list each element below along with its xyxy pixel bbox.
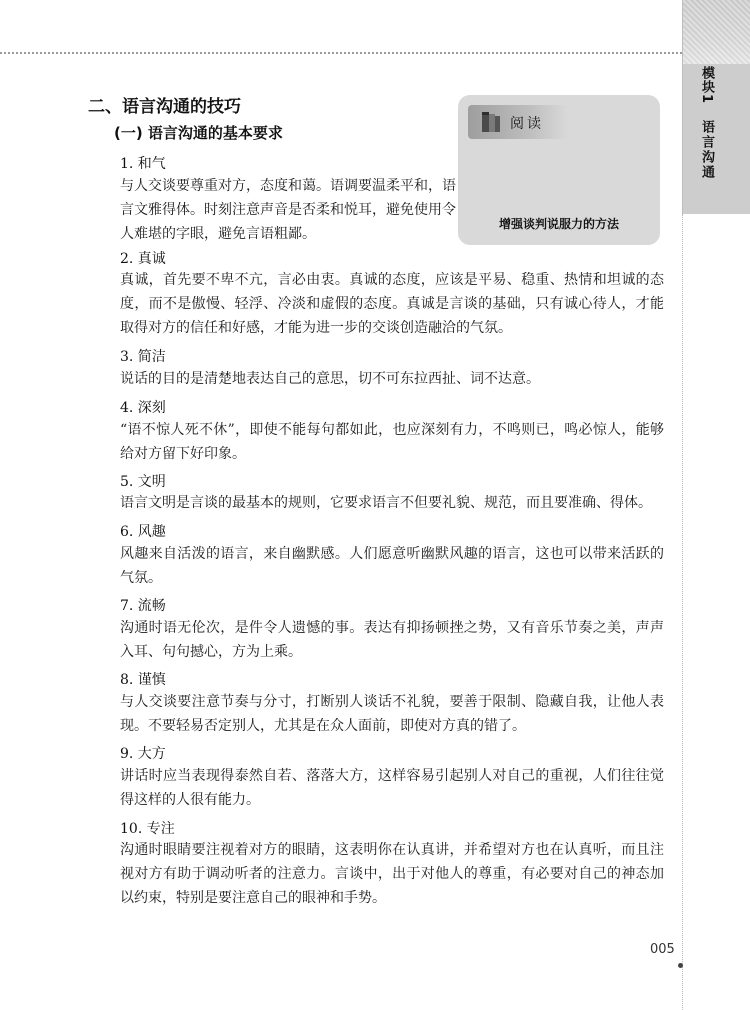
subsection-title: (一) 语言沟通的基本要求 <box>114 124 283 142</box>
item-text: 沟通时语无伦次，是件令人遗憾的事。表达有抑扬顿挫之势，又有音乐节奏之美，声声入耳、句句撼心，方为上乘。 <box>120 620 664 660</box>
reading-caption: 增强谈判说服力的方法 <box>498 217 619 231</box>
reading-header <box>468 105 568 139</box>
tab-chapter-title: 语言沟通 <box>699 120 714 180</box>
item-text: 风趣来自活泼的语言，来自幽默感。人们愿意听幽默风趣的语言，这也可以带来活跃的气氛。 <box>120 546 664 586</box>
item-text: 讲话时应当表现得泰然自若、落落大方，这样容易引起别人对自己的重视，人们往往觉得这样的人很有能力。 <box>120 768 664 808</box>
item-title: 2. 真诚 <box>120 251 166 267</box>
item-title: 6. 风趣 <box>120 524 166 540</box>
item-title: 1. 和气 <box>120 156 166 172</box>
item-text: 与人交谈要注意节奏与分寸，打断别人谈话不礼貌，要善于限制、隐藏自我，让他人表现。不要轻易否定别人，尤其是在众人面前，即使对方真的错了。 <box>120 694 664 734</box>
item-text: 与人交谈要尊重对方，态度和蔼。语调要温柔平和，语言文雅得体。时刻注意声音是否柔和悦耳，避免使用令人难堪的字眼，避免言语粗鄙。 <box>120 178 456 242</box>
item-title: 4. 深刻 <box>120 400 166 416</box>
item-text: “语不惊人死不休”，即使不能每句都如此，也应深刻有力，不鸣则已，鸣必惊人，能够给对方留下好印象。 <box>120 422 664 462</box>
page-number: 005 <box>650 942 675 957</box>
item-text: 语言文明是言谈的最基本的规则，它要求语言不但要礼貌、规范，而且要准确、得体。 <box>120 495 652 511</box>
item-title: 5. 文明 <box>120 474 166 490</box>
reading-sidebox <box>458 95 660 245</box>
item-title: 7. 流畅 <box>120 598 166 614</box>
tab-texture <box>682 0 750 64</box>
side-dotted-rule <box>682 214 683 1010</box>
item-text: 真诚，首先要不卑不亢，言必由衷。真诚的态度，应该是平易、稳重、热情和坦诚的态度，而不是傲慢、轻浮、冷淡和虚假的态度。真诚是言谈的基础，只有诚心待人，才能取得对方的信任和好感，才能为进一步的交谈创造融洽的气氛。 <box>120 272 664 336</box>
reading-label: 阅读 <box>510 116 544 132</box>
book-stack-icon <box>480 110 502 134</box>
tab-module-label: 模块1 <box>699 66 714 105</box>
top-dotted-rule <box>0 52 682 54</box>
item-title: 9. 大方 <box>120 746 166 762</box>
chapter-side-tab <box>682 0 750 1010</box>
item-text: 说话的目的是清楚地表达自己的意思，切不可东拉西扯、词不达意。 <box>120 371 540 387</box>
item-title: 3. 简洁 <box>120 349 166 365</box>
item-title: 10. 专注 <box>120 821 175 837</box>
page-number-dot <box>678 963 683 968</box>
item-text: 沟通时眼睛要注视着对方的眼睛，这表明你在认真讲，并希望对方也在认真听，而且注视对方有助于调动听者的注意力。言谈中，出于对他人的尊重，有必要对自己的神态加以约束，特别是要注意自己的眼神和手势。 <box>120 842 664 906</box>
section-title: 二、语言沟通的技巧 <box>88 97 241 117</box>
item-title: 8. 谨慎 <box>120 672 166 688</box>
